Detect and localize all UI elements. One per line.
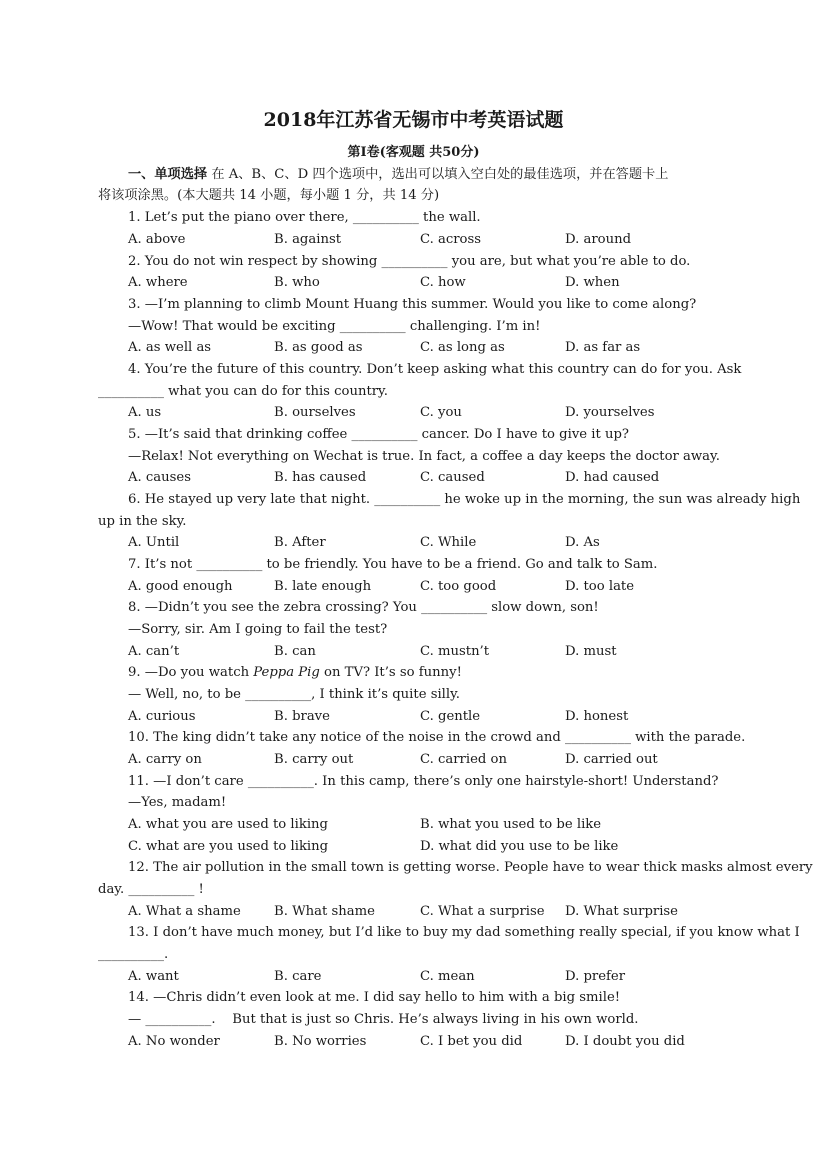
- option-c: C. you: [420, 405, 462, 420]
- option-a: A. carry on: [128, 752, 202, 767]
- question-stem: — Well, no, to be __________, I think it’s quite silly.: [128, 687, 461, 702]
- question-options: [0, 272, 827, 293]
- option-d: D. had caused: [565, 470, 660, 485]
- question-stem: 8. —Didn’t you see the zebra crossing? You __________ slow down, son!: [128, 600, 599, 615]
- question-stem: up in the sky.: [98, 514, 187, 529]
- option-a: A. Until: [128, 535, 180, 550]
- option-c: C. I bet you did: [420, 1034, 523, 1049]
- question-stem: —Wow! That would be exciting __________ challenging. I’m in!: [128, 319, 541, 334]
- option-d: D. carried out: [565, 752, 658, 767]
- option-d: D. what did you use to be like: [420, 839, 619, 854]
- question-stem: 7. It’s not __________ to be friendly. You have to be a friend. Go and talk to Sam.: [128, 557, 658, 572]
- option-c: C. as long as: [420, 340, 505, 355]
- option-d: D. prefer: [565, 969, 626, 984]
- option-b: B. care: [274, 969, 322, 984]
- question-stem: —Yes, madam!: [128, 795, 227, 810]
- page-title: 2018年江苏省无锡市中考英语试题: [263, 109, 564, 131]
- option-c: C. how: [420, 275, 466, 290]
- option-c: C. carried on: [420, 752, 507, 767]
- question-stem: 10. The king didn’t take any notice of the noise in the crowd and __________ with the parade.: [128, 730, 746, 745]
- question-stem: __________ what you can do for this country.: [98, 384, 388, 399]
- question-options: [0, 576, 827, 597]
- question-stem: 14. —Chris didn’t even look at me. I did say hello to him with a big smile!: [128, 990, 621, 1005]
- question-stem: — __________. But that is just so Chris. He’s always living in his own world.: [128, 1012, 639, 1027]
- option-a: A. above: [128, 232, 186, 247]
- option-b: B. who: [274, 275, 320, 290]
- option-c: C. What a surprise: [420, 904, 545, 919]
- option-c: C. gentle: [420, 709, 481, 724]
- option-d: D. honest: [565, 709, 629, 724]
- section-instruction-text: 在 A、B、C、D 四个选项中，选出可以填入空白处的最佳选项，并在答题卡上: [207, 167, 669, 182]
- option-d: D. yourselves: [565, 405, 655, 420]
- section-instruction-text: 将该项涂黑。(本大题共 14 小题，每小题 1 分，共 14 分): [98, 188, 440, 203]
- option-b: B. as good as: [274, 340, 363, 355]
- option-a: A. What a shame: [128, 904, 241, 919]
- option-b: B. carry out: [274, 752, 354, 767]
- show-title: Peppa Pig: [253, 665, 320, 680]
- option-b: B. After: [274, 535, 326, 550]
- question-options: [0, 749, 827, 770]
- option-d: D. As: [565, 535, 600, 550]
- question-options: [0, 337, 827, 358]
- option-d: D. What surprise: [565, 904, 678, 919]
- section-instruction-line: [0, 164, 827, 185]
- question-stem: 1. Let’s put the piano over there, __________ the wall.: [128, 210, 481, 225]
- option-d: D. too late: [565, 579, 635, 594]
- option-a: A. curious: [128, 709, 196, 724]
- question-options: [0, 706, 827, 727]
- option-d: D. I doubt you did: [565, 1034, 685, 1049]
- option-a: A. what you are used to liking: [128, 817, 328, 832]
- question-options: [0, 901, 827, 922]
- question-stem: —Sorry, sir. Am I going to fail the test?: [128, 622, 388, 637]
- option-a: A. us: [128, 405, 162, 420]
- option-b: B. can: [274, 644, 316, 659]
- option-a: A. can’t: [128, 644, 180, 659]
- question-stem: 9. —Do you watch Peppa Pig on TV? It’s so funny!: [128, 665, 462, 680]
- option-b: B. what you used to be like: [420, 817, 602, 832]
- question-stem: 4. You’re the future of this country. Don’t keep asking what this country can do for you. Ask: [128, 362, 742, 377]
- section-heading: 一、单项选择: [128, 167, 208, 182]
- question-options: [0, 814, 827, 835]
- option-c: C. mean: [420, 969, 475, 984]
- question-stem: 11. —I don’t care __________. In this camp, there’s only one hairstyle-short! Understand?: [128, 774, 719, 789]
- question-stem: 5. —It’s said that drinking coffee __________ cancer. Do I have to give it up?: [128, 427, 629, 442]
- question-options: [0, 836, 827, 857]
- option-a: A. want: [128, 969, 179, 984]
- option-b: B. against: [274, 232, 342, 247]
- option-d: D. must: [565, 644, 617, 659]
- question-options: [0, 1031, 827, 1052]
- option-b: B. late enough: [274, 579, 372, 594]
- option-a: A. No wonder: [128, 1034, 220, 1049]
- option-c: C. across: [420, 232, 482, 247]
- section-instruction-line: [0, 185, 827, 206]
- question-options: [0, 641, 827, 662]
- option-d: D. as far as: [565, 340, 641, 355]
- question-stem: 13. I don’t have much money, but I’d like to buy my dad something really special, if you know what I: [128, 925, 800, 940]
- option-a: A. where: [128, 275, 188, 290]
- paper-subtitle: 第Ⅰ卷(客观题 共50分): [347, 145, 480, 160]
- question-stem: day. __________ !: [98, 882, 204, 897]
- question-options: [0, 966, 827, 987]
- question-stem: 2. You do not win respect by showing __________ you are, but what you’re able to do.: [128, 254, 691, 269]
- option-c: C. mustn’t: [420, 644, 490, 659]
- option-a: A. as well as: [128, 340, 212, 355]
- option-b: B. has caused: [274, 470, 367, 485]
- question-options: [0, 532, 827, 553]
- question-stem: __________.: [98, 947, 169, 962]
- option-b: B. ourselves: [274, 405, 356, 420]
- option-d: D. when: [565, 275, 620, 290]
- option-c: C. While: [420, 535, 477, 550]
- option-d: D. around: [565, 232, 632, 247]
- question-stem: —Relax! Not everything on Wechat is true. In fact, a coffee a day keeps the doctor away.: [128, 449, 720, 464]
- question-options: [0, 467, 827, 488]
- option-a: A. good enough: [128, 579, 233, 594]
- question-options: [0, 402, 827, 423]
- option-c: C. caused: [420, 470, 485, 485]
- question-options: [0, 229, 827, 250]
- option-b: B. No worries: [274, 1034, 367, 1049]
- question-stem: 12. The air pollution in the small town is getting worse. People have to wear thick masks almost every: [128, 860, 813, 875]
- question-stem: 3. —I’m planning to climb Mount Huang this summer. Would you like to come along?: [128, 297, 697, 312]
- option-a: A. causes: [128, 470, 191, 485]
- option-b: B. brave: [274, 709, 330, 724]
- question-stem: 6. He stayed up very late that night. __________ he woke up in the morning, the sun was already high: [128, 492, 801, 507]
- option-c: C. what are you used to liking: [128, 839, 329, 854]
- option-b: B. What shame: [274, 904, 375, 919]
- option-c: C. too good: [420, 579, 497, 594]
